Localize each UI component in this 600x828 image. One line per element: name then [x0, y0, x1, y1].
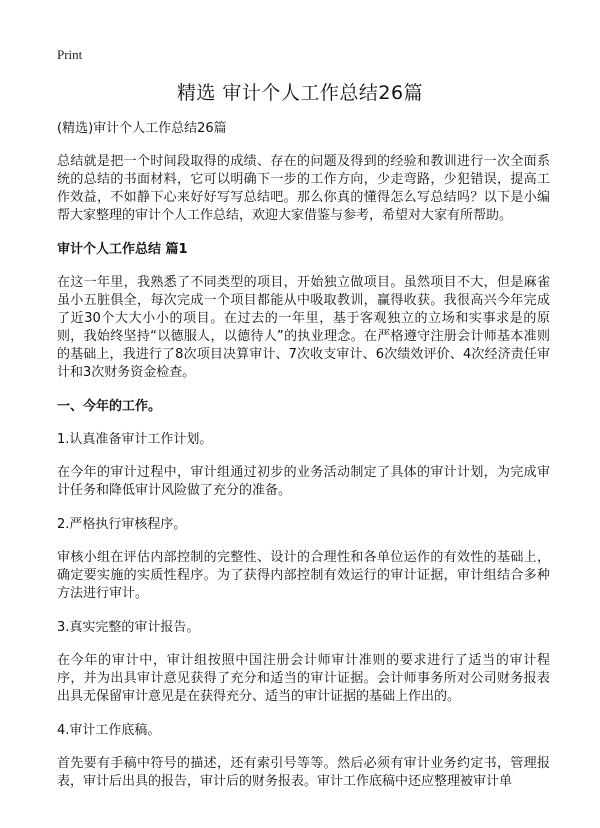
document-title: 精选 审计个人工作总结26篇 [176, 82, 424, 104]
item-heading: 1.认真准备审计工作计划。 [57, 432, 213, 447]
document-subtitle: (精选)审计个人工作总结26篇 [57, 121, 227, 136]
item-paragraph: 在今年的审计中，审计组按照中国注册会计师审计准则的要求进行了适当的审计程序，并为出具审计意见获得了充分和适当的审计证据。会计师事务所对公司财务报表出具无保留审计意见是在获得充分、适当的审计证据的基础上作出的。 [57, 653, 550, 704]
item-heading: 4.审计工作底稿。 [57, 723, 161, 738]
print-link[interactable]: Print [57, 47, 83, 62]
item-heading: 2.严格执行审核程序。 [57, 517, 187, 532]
section-heading: 审计个人工作总结 篇1 [57, 242, 188, 257]
item-paragraph: 在今年的审计过程中，审计组通过初步的业务活动制定了具体的审计计划，为完成审计任务和降低审计风险做了充分的准备。 [57, 465, 550, 498]
item-heading: 3.真实完整的审计报告。 [57, 620, 200, 635]
item-paragraph: 首先要有手稿中符号的描述，还有索引号等等。然后必须有审计业务约定书，管理报表，审计后出具的报告，审计后的财务报表。审计工作底稿中还应整理被审计单 [57, 756, 550, 789]
intro-paragraph: 总结就是把一个时间段取得的成绩、存在的问题及得到的经验和教训进行一次全面系统的总结的书面材料，它可以明确下一步的工作方向，少走弯路，少犯错误，提高工作效益，不如静下心来好好写写总结吧。那么你真的懂得怎么写总结吗？以下是小编帮大家整理的审计个人工作总结，欢迎大家借鉴与参考，希望对大家有所帮助。 [57, 154, 550, 223]
work-heading: 一、今年的工作。 [57, 399, 162, 414]
section-paragraph: 在这一年里，我熟悉了不同类型的项目，开始独立做项目。虽然项目不大，但是麻雀虽小五脏俱全，每次完成一个项目都能从中吸取教训，赢得收获。我很高兴今年完成了近30个大大小小的项目。在过去的一年里，基于客观独立的立场和实事求是的原则，我始终坚持“以德服人，以德待人”的执业理念。在严格遵守注册会计师基本准则的基础上，我进行了8次项目决算审计、7次收支审计、6次绩效评价、4次经济责任审计和3次财务资金检查。 [57, 275, 550, 380]
item-paragraph: 审核小组在评估内部控制的完整性、设计的合理性和各单位运作的有效性的基础上，确定要实施的实质性程序。为了获得内部控制有效运行的审计证据，审计组结合多种方法进行审计。 [57, 550, 550, 601]
document-body [57, 120, 550, 807]
